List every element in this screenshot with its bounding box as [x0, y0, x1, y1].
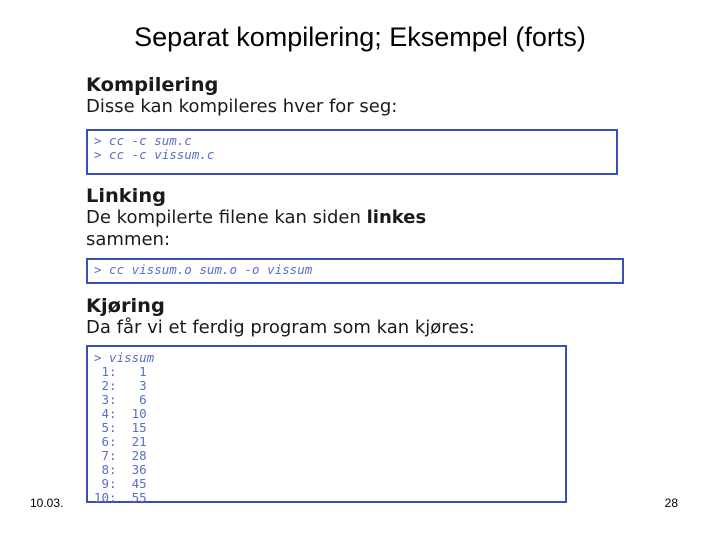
heading-linking: Linking — [86, 185, 166, 207]
terminal-line: > cc vissum.o sum.o -o vissum — [94, 262, 313, 277]
slide-title: Separat kompilering; Eksempel (forts) — [134, 22, 586, 52]
footer-date: 10.03. — [30, 496, 64, 510]
text-linking-after: sammen: — [86, 229, 171, 250]
text-kompilering: Disse kan kompileres hver for seg: — [86, 96, 398, 117]
page-number: 28 — [664, 496, 678, 510]
output-line: 1: 1 — [94, 364, 147, 379]
output-line: 6: 21 — [94, 434, 147, 449]
heading-kompilering: Kompilering — [86, 74, 219, 96]
text-kjoring: Da får vi et ferdig program som kan kjøres: — [86, 317, 475, 338]
terminal-line: > vissum — [94, 350, 155, 365]
terminal-run — [86, 345, 567, 503]
output-line: 3: 6 — [94, 392, 147, 407]
terminal-link — [86, 258, 624, 284]
output-line: 2: 3 — [94, 378, 147, 393]
output-line: 5: 15 — [94, 420, 147, 435]
output-line: 8: 36 — [94, 462, 147, 477]
terminal-compile — [86, 129, 618, 175]
output-line: 7: 28 — [94, 448, 147, 463]
terminal-line: > cc -c sum.c — [94, 133, 192, 148]
text-linking-before: De kompilerte filene kan siden — [86, 207, 367, 228]
text-linking — [86, 207, 646, 251]
heading-kjoring: Kjøring — [86, 295, 165, 317]
output-line: 9: 45 — [94, 476, 147, 491]
text-linking-bold: linkes — [366, 207, 427, 228]
output-line: 4: 10 — [94, 406, 147, 421]
terminal-line: > cc -c vissum.c — [94, 147, 215, 162]
output-line: 10: 55 — [94, 490, 147, 505]
